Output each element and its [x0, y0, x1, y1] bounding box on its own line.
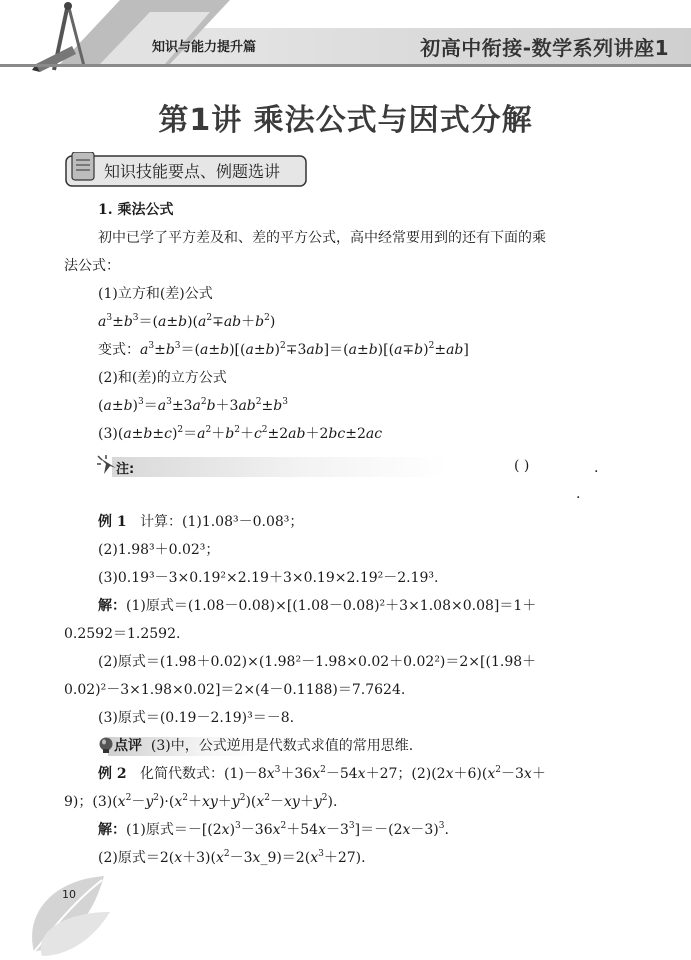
example1-label: 例 1	[98, 514, 127, 530]
example1-solution-2b: 0.02)²－3×1.98×0.02]＝2×(4－0.1188)＝7.7624.	[64, 682, 406, 698]
intro-line-1: 初中已学了平方差及和、差的平方公式，高中经常要用到的还有下面的乘	[98, 230, 546, 246]
example2-solution-label: 解：	[98, 822, 126, 838]
example2-solution-1: 解：(1)原式$=-[(2x)^3-36x^2+54x-3^3]=-(2x-3)^3$.	[98, 821, 449, 838]
formula-cube-sum: $a^3\pm b^3=(a\pm b)(a^2\mp ab+b^2)$	[98, 313, 276, 330]
lecture-title: 第1讲 乘法公式与因式分解	[158, 103, 533, 138]
leaf-decoration-icon	[24, 872, 112, 958]
comment-text: (3)中，公式逆用是代数式求值的常用思维.	[150, 738, 414, 754]
example1-solution-1a	[98, 596, 536, 616]
comment-label: 点评	[114, 738, 142, 754]
example1-solution-2a: (2)原式＝(1.98＋0.02)×(1.98²－1.98×0.02＋0.02²)＝2×[(1.98＋	[98, 654, 537, 670]
example2-question-line1: 例 2 化简代数式：$(1)-8x^3+36x^2-54x+27$；$(2)(2x+6)(x^2-3x+$	[98, 765, 546, 782]
section-banner-text: 知识技能要点、例题选讲	[104, 162, 281, 181]
header-rule	[0, 64, 691, 67]
formula-variant: 变式：$a^3\pm b^3=(a\pm b)[(a\pm b)^2\mp 3ab]=(a\pm b)[(a\mp b)^2\pm ab]$	[98, 341, 469, 358]
subheading-cube-of-sum: (2)和(差)的立方公式	[98, 370, 227, 386]
example2-solution-2: (2)原式$=2(x+3)(x^2-3x\_9)=2(x^3+27)$.	[98, 849, 366, 866]
example1-solution-1a-text: (1)原式＝(1.08－0.08)×[(1.08－0.08)²＋3×1.08×0.08]＝1＋	[126, 598, 537, 614]
note-pin-icon	[96, 454, 118, 476]
page-number: 10	[62, 888, 76, 901]
section-heading: 1. 乘法公式	[98, 202, 174, 218]
variant-label: 变式：	[98, 342, 140, 358]
example1-part2: (2)1.98³＋0.02³；	[98, 542, 220, 558]
note-dot-1: .	[594, 460, 599, 476]
example1-question	[98, 512, 303, 532]
example1-task: 计算：(1)	[139, 514, 202, 530]
intro-line-2: 法公式：	[64, 258, 120, 274]
example1-solution-1b: 0.2592＝1.2592.	[64, 626, 181, 642]
compass-pencil-icon	[32, 0, 102, 80]
lightbulb-icon	[96, 736, 116, 756]
note-label: 注:	[116, 462, 135, 477]
example2-question-line2: 9)；$(3)(x^2-y^2)\cdot(x^2+xy+y^2)(x^2-xy+y^2)$.	[64, 793, 338, 810]
example1-solution-label: 解：	[98, 598, 126, 614]
example2-task: 化简代数式：	[139, 766, 224, 782]
example1-solution-3: (3)原式＝(0.19－2.19)³＝－8.	[98, 710, 295, 726]
subheading-cube-sum: (1)立方和(差)公式	[98, 286, 213, 302]
formula-trinomial-square: $(3)(a\pm b\pm c)^2=a^2+b^2+c^2\pm 2ab+2bc\pm 2ac$	[98, 425, 383, 442]
header-left-title: 知识与能力提升篇	[152, 40, 257, 55]
example1-part3: (3)0.19³－3×0.19²×2.19＋3×0.19×2.19²－2.19³.	[98, 570, 439, 586]
note-blank: ( )	[514, 458, 530, 474]
formula-cube-of-sum: $(a\pm b)^3=a^3\pm 3a^2b+3ab^2\pm b^3$	[98, 397, 288, 414]
example2-solution-2-label: (2)原式＝	[98, 850, 160, 866]
trinomial-label: (3)	[98, 426, 118, 442]
example1-part1: 1.08³－0.08³；	[201, 514, 304, 530]
comment-line	[114, 736, 413, 756]
example2-label: 例 2	[98, 766, 127, 782]
header-right-title: 初高中衔接-数学系列讲座1	[420, 36, 669, 60]
note-dot-2: .	[576, 486, 581, 502]
